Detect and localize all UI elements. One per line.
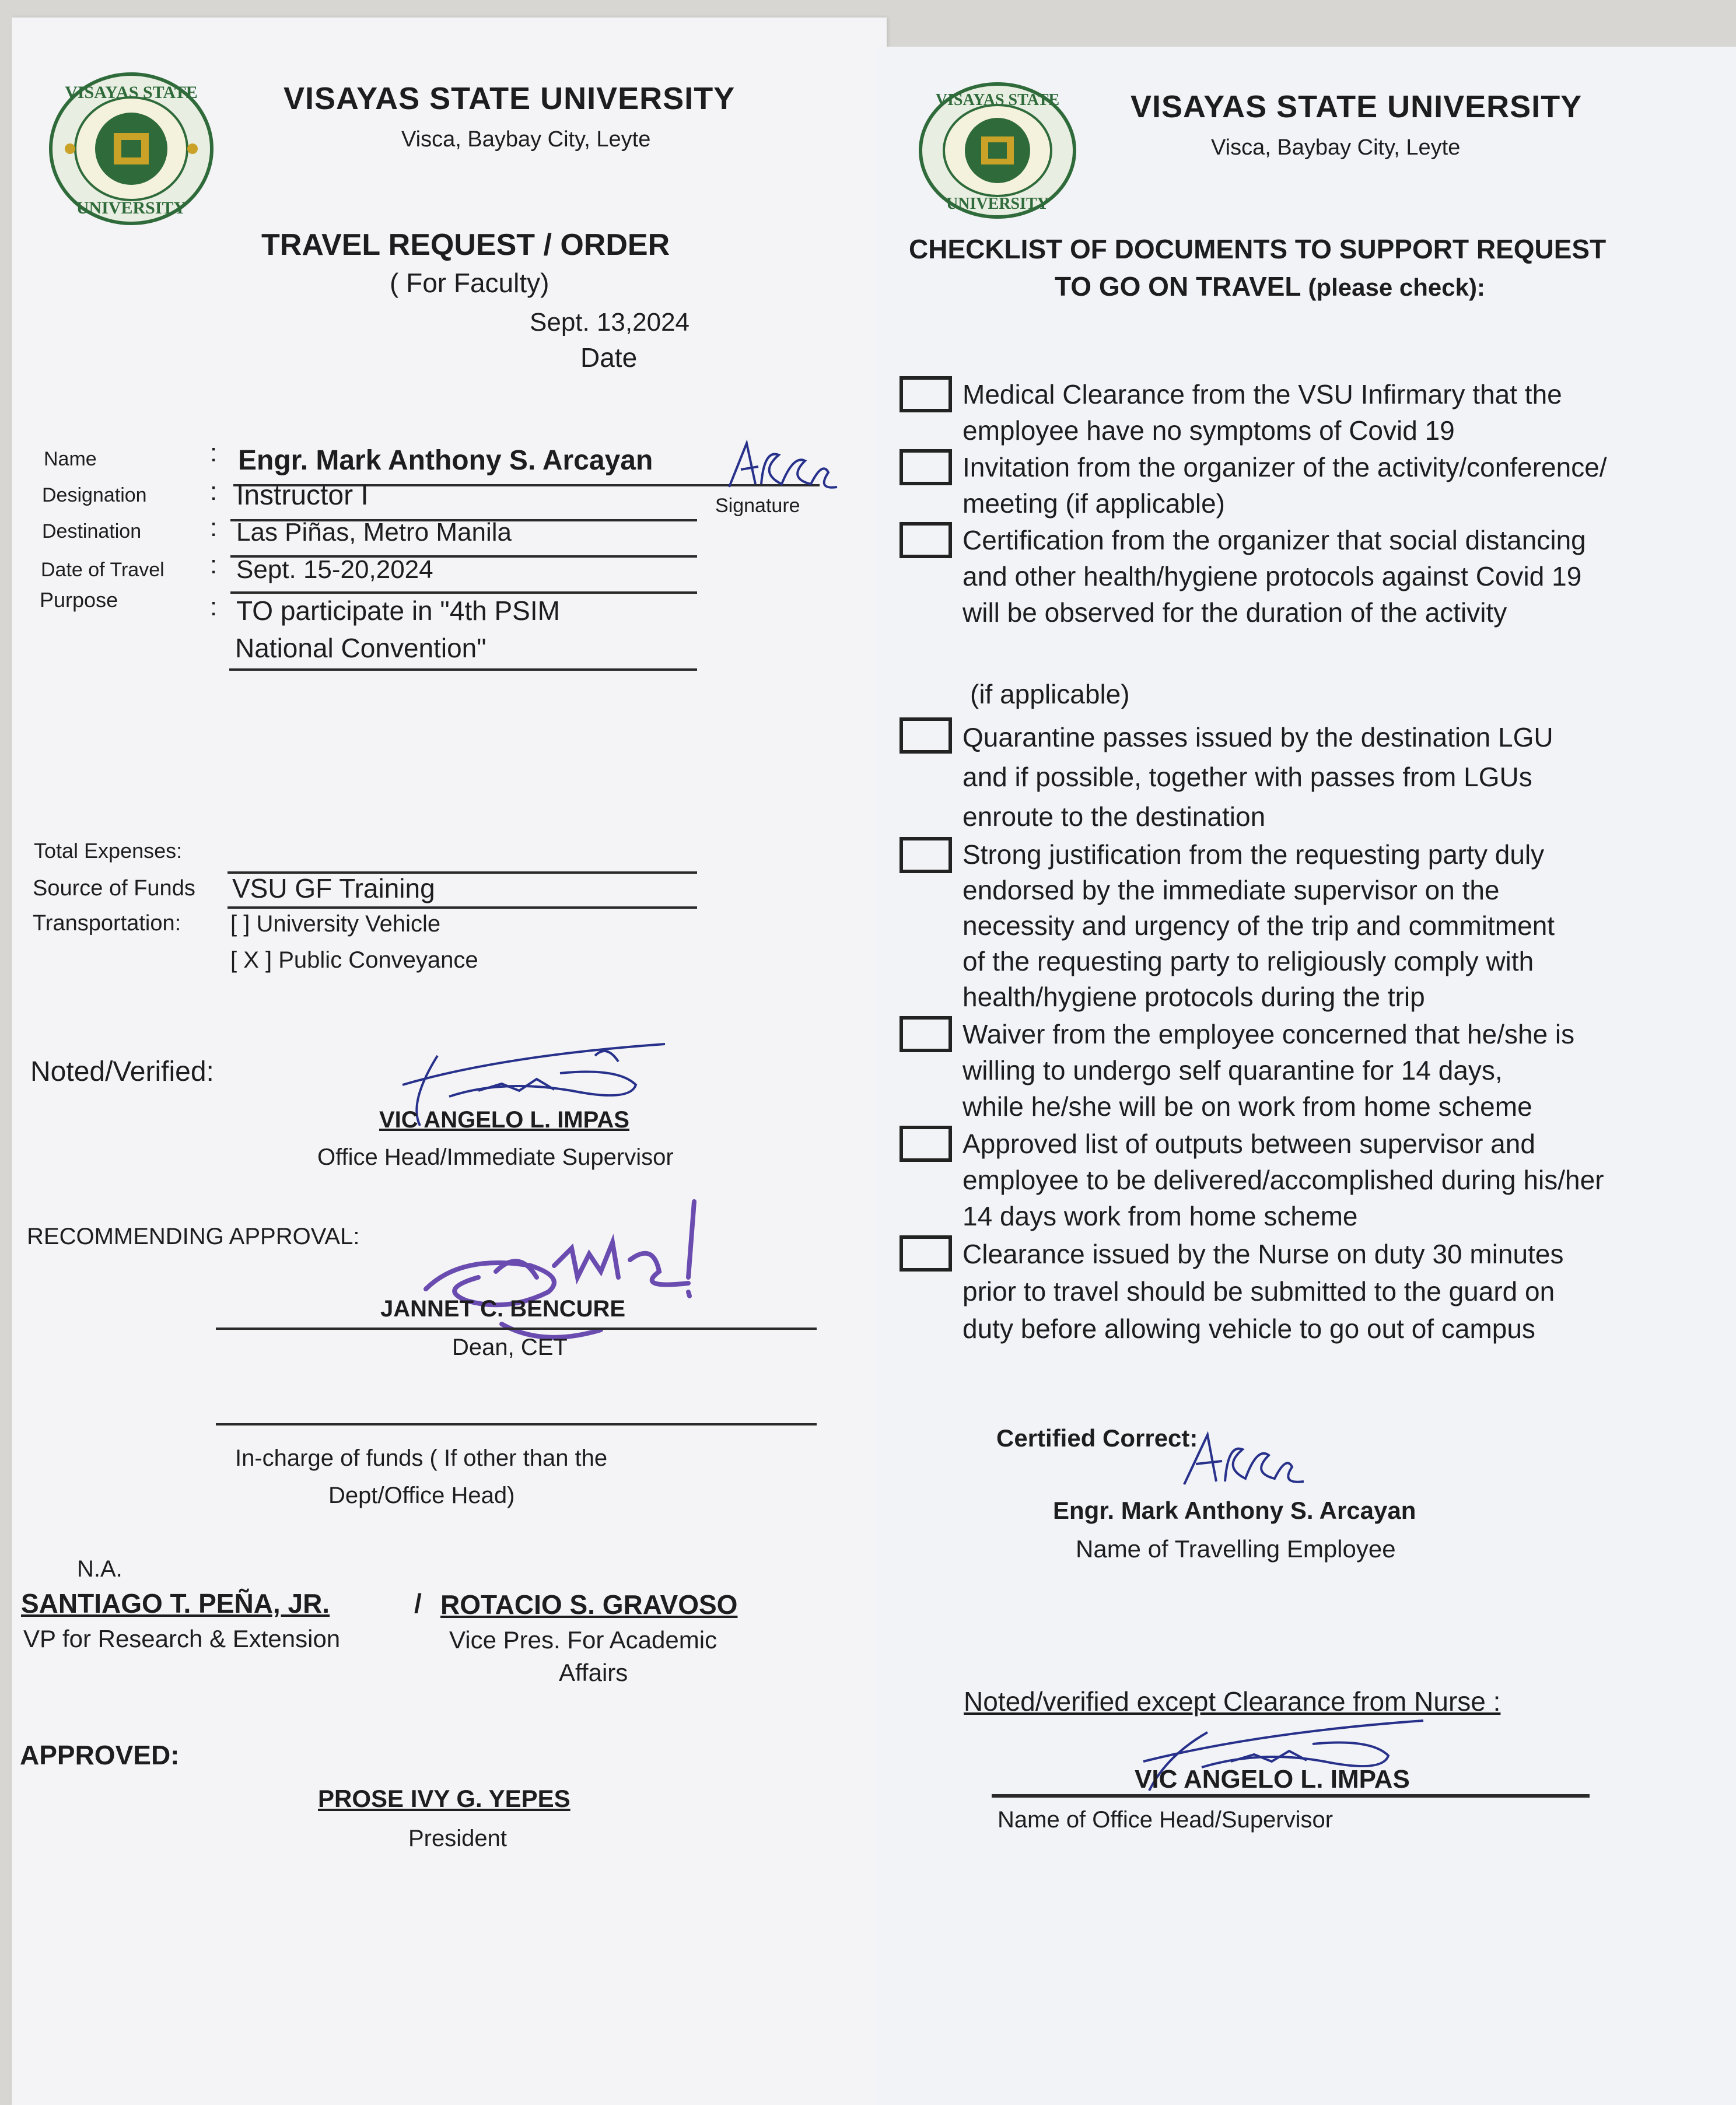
- checkbox-strong-justification[interactable]: [900, 837, 952, 873]
- date-of-travel-value: Sept. 15-20,2024: [236, 555, 433, 584]
- checklist-item-waiver: Waiver from the employee concerned that he/she is willing to undergo self quarantine for 14 days, while he/she will be on work from home scheme: [963, 1019, 1575, 1122]
- svg-text:UNIVERSITY: UNIVERSITY: [76, 198, 187, 218]
- checkbox-quarantine-passes[interactable]: [900, 717, 952, 754]
- field-colon: :: [210, 439, 218, 467]
- university-address: Visca, Baybay City, Leyte: [1211, 135, 1461, 160]
- office-head-line: [992, 1794, 1590, 1798]
- checklist-page: [875, 47, 1736, 2105]
- travel-request-page: [12, 17, 887, 2105]
- checklist-item-nurse-clearance: Clearance issued by the Nurse on duty 30 minutes prior to travel should be submitted to the guard on duty before allowing vehicle to go out of campus: [963, 1239, 1564, 1344]
- purpose-value-line2: National Convention": [235, 633, 487, 663]
- checklist-item-invitation: Invitation from the organizer of the activity/conference/ meeting (if applicable): [963, 452, 1607, 519]
- designation-value: Instructor I: [236, 480, 369, 511]
- name-value: Engr. Mark Anthony S. Arcayan: [238, 445, 653, 476]
- form-subtitle: ( For Faculty): [390, 268, 550, 298]
- dean-signature-icon: [414, 1190, 729, 1359]
- vp-slash: /: [414, 1588, 422, 1619]
- transport-option-public-conveyance: [ X ] Public Conveyance: [230, 947, 478, 973]
- certified-correct-label: Certified Correct:: [996, 1424, 1198, 1452]
- funds-line: [216, 1423, 817, 1425]
- vp-research-name: SANTIAGO T. PEÑA, JR.: [21, 1588, 330, 1619]
- university-seal-icon: [916, 80, 1079, 220]
- field-colon: :: [210, 593, 218, 621]
- checkbox-waiver[interactable]: [900, 1016, 952, 1052]
- funds-label-line2: Dept/Office Head): [328, 1483, 515, 1508]
- university-name: VISAYAS STATE UNIVERSITY: [284, 81, 736, 116]
- date-label: Date: [580, 342, 638, 373]
- field-colon: :: [210, 477, 218, 506]
- checklist-item-approved-outputs: Approved list of outputs between supervisor and employee to be delivered/accomplished during his/her 14 days work from home scheme: [963, 1129, 1604, 1231]
- checkbox-approved-outputs[interactable]: [900, 1126, 952, 1162]
- president-name: PROSE IVY G. YEPES: [318, 1785, 570, 1812]
- checklist-item-certification: Certification from the organizer that social distancing and other health/hygiene protocols against Covid 19 will be observed for the duration of the activity: [963, 525, 1586, 628]
- checklist-title-line2: TO GO ON TRAVEL (please check):: [1055, 271, 1485, 302]
- purpose-label: Purpose: [40, 588, 118, 612]
- field-colon: :: [210, 513, 218, 542]
- office-head-name: VIC ANGELO L. IMPAS: [1135, 1765, 1410, 1794]
- checkbox-certification[interactable]: [900, 522, 952, 558]
- svg-text:UNIVERSITY: UNIVERSITY: [946, 195, 1049, 213]
- destination-label: Destination: [42, 520, 142, 542]
- checklist-item-strong-justification: Strong justification from the requesting party duly endorsed by the immediate supervisor on the necessity and urgency of the trip and commitment of the requesting party to religiously comply with health/hygiene protocols during the trip: [963, 839, 1555, 1012]
- employee-signature-icon: [723, 437, 840, 502]
- signature-label: Signature: [715, 495, 800, 517]
- source-of-funds-line: [228, 906, 697, 909]
- checklist-item-quarantine-passes: Quarantine passes issued by the destination LGU and if possible, together with passes from LGUs enroute to the destination: [963, 722, 1553, 832]
- dean-title: Dean, CET: [452, 1335, 568, 1360]
- svg-text:VISAYAS STATE: VISAYAS STATE: [65, 83, 198, 102]
- university-address: Visca, Baybay City, Leyte: [401, 127, 651, 152]
- na-label: N.A.: [77, 1556, 123, 1582]
- supervisor-name: VIC ANGELO L. IMPAS: [379, 1107, 629, 1133]
- source-of-funds-label: Source of Funds: [33, 876, 195, 901]
- checkbox-invitation[interactable]: [900, 449, 952, 485]
- employee-signature-icon: [1178, 1429, 1307, 1493]
- purpose-line: [229, 668, 697, 671]
- funds-label-line1: In-charge of funds ( If other than the: [235, 1445, 608, 1471]
- transport-option-university-vehicle: [ ] University Vehicle: [230, 911, 441, 937]
- travelling-employee-title: Name of Travelling Employee: [1076, 1535, 1396, 1563]
- recommending-approval-label: RECOMMENDING APPROVAL:: [27, 1224, 360, 1249]
- dean-name: JANNET C. BENCURE: [380, 1296, 626, 1322]
- president-title: President: [408, 1826, 507, 1851]
- vp-research-title: VP for Research & Extension: [23, 1625, 341, 1652]
- total-expenses-label: Total Expenses:: [34, 839, 183, 863]
- dean-line: [216, 1328, 817, 1330]
- university-name: VISAYAS STATE UNIVERSITY: [1130, 89, 1583, 124]
- date-value: Sept. 13,2024: [530, 308, 690, 337]
- supervisor-title: Office Head/Immediate Supervisor: [317, 1144, 674, 1170]
- purpose-value-line1: TO participate in "4th PSIM: [236, 596, 560, 626]
- form-title: TRAVEL REQUEST / ORDER: [261, 228, 670, 262]
- designation-label: Designation: [42, 484, 147, 506]
- svg-text:VISAYAS STATE: VISAYAS STATE: [935, 91, 1060, 109]
- field-colon: :: [210, 551, 218, 579]
- date-of-travel-label: Date of Travel: [41, 559, 164, 581]
- vp-academic-title-line1: Vice Pres. For Academic: [449, 1626, 718, 1654]
- approved-label: APPROVED:: [20, 1740, 180, 1770]
- noted-except-nurse-label: Noted/verified except Clearance from Nurse :: [964, 1686, 1501, 1717]
- checkbox-nurse-clearance[interactable]: [900, 1235, 952, 1272]
- destination-value: Las Piñas, Metro Manila: [236, 518, 512, 547]
- checklist-item-medical-clearance: Medical Clearance from the VSU Infirmary that the employee have no symptoms of Covid 19: [963, 379, 1562, 446]
- university-seal-icon: [47, 70, 216, 227]
- vp-academic-title-line2: Affairs: [559, 1659, 628, 1686]
- transportation-label: Transportation:: [33, 911, 181, 936]
- if-applicable-note: (if applicable): [970, 679, 1130, 709]
- noted-verified-label: Noted/Verified:: [30, 1056, 214, 1087]
- source-of-funds-value: VSU GF Training: [232, 873, 435, 903]
- vp-academic-name: ROTACIO S. GRAVOSO: [440, 1589, 738, 1620]
- checkbox-medical-clearance[interactable]: [900, 376, 952, 412]
- date-of-travel-line: [230, 591, 697, 594]
- office-head-title: Name of Office Head/Supervisor: [998, 1807, 1334, 1833]
- name-label: Name: [44, 448, 97, 470]
- checklist-title-line1: CHECKLIST OF DOCUMENTS TO SUPPORT REQUEST: [909, 234, 1606, 264]
- travelling-employee-name: Engr. Mark Anthony S. Arcayan: [1053, 1497, 1416, 1524]
